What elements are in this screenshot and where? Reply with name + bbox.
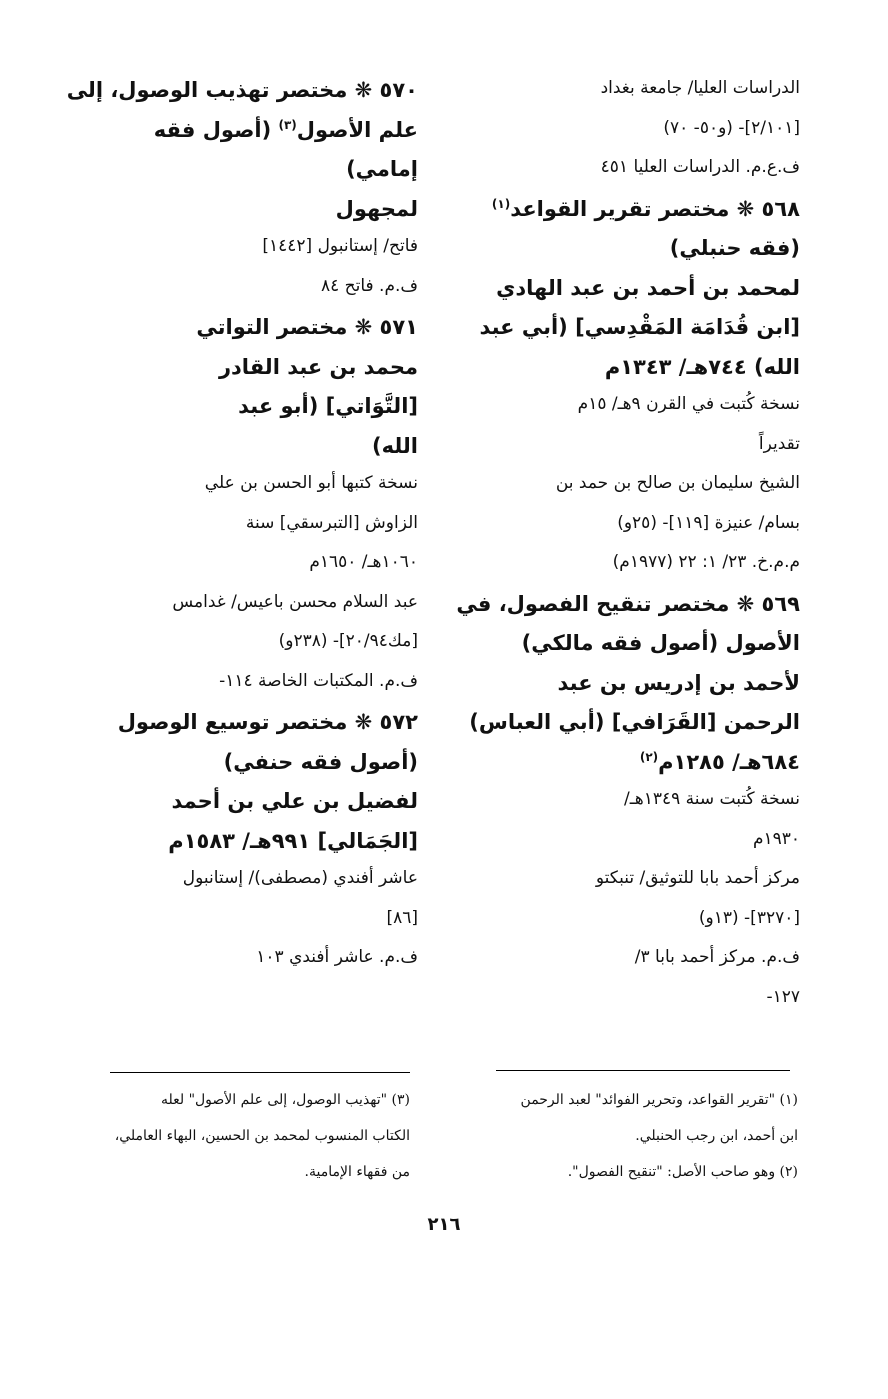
footnote-3-end: من فقهاء الإمامية. bbox=[304, 1164, 410, 1180]
footnote-rule-left bbox=[110, 1072, 410, 1073]
line-text: لأحمد بن إدريس بن عبد bbox=[557, 670, 800, 695]
footnote-3: (٣) "تهذيب الوصول، إلى علم الأصول" لعله bbox=[160, 1092, 410, 1108]
left-column-line bbox=[238, 394, 418, 418]
left-column-line bbox=[171, 789, 418, 813]
line-text: محمد بن عبد القادر bbox=[218, 354, 418, 379]
footnote-3-cont: الكتاب المنسوب لمحمد بن الحسين، البهاء العاملي، bbox=[114, 1128, 410, 1144]
line-text: نسخة كتبها أبو الحسن بن علي bbox=[204, 473, 418, 493]
right-column-line bbox=[492, 197, 800, 221]
line-text: نسخة كُتبت في القرن ٩هـ/ ١٥م bbox=[577, 394, 800, 414]
line-text: عاشر أفندي (مصطفى)/ إستانبول bbox=[182, 868, 418, 888]
right-column-line bbox=[558, 671, 800, 695]
line-text: ١٢٧- bbox=[766, 986, 800, 1007]
right-column-line bbox=[640, 750, 800, 774]
line-text: لفضيل بن علي بن أحمد bbox=[171, 789, 418, 813]
line-text: ف.م. عاشر أفندي ١٠٣ bbox=[256, 947, 418, 967]
line-text: الله) bbox=[372, 433, 418, 458]
left-column-line bbox=[372, 434, 418, 458]
footnote-1-cont: ابن أحمد، ابن رجب الحنبلي. bbox=[635, 1128, 798, 1144]
left-column-line bbox=[246, 513, 418, 533]
line-text: ف.م. مركز أحمد بابا ٣/ bbox=[634, 947, 800, 967]
line-text: م.م.خ. ٢٣/ ١: ٢٢ (١٩٧٧م) bbox=[612, 552, 800, 572]
right-column-line bbox=[766, 987, 800, 1007]
left-column-line bbox=[219, 671, 418, 691]
page-number: ٢١٦ bbox=[427, 1214, 461, 1235]
line-text: ٥٦٨ ❋ مختصر تقرير القواعد bbox=[510, 196, 800, 221]
left-column-line bbox=[67, 78, 418, 102]
footnotes-right bbox=[460, 1092, 798, 1202]
line-text: (أصول فقه حنفي) bbox=[223, 749, 418, 774]
right-column-line bbox=[596, 868, 800, 888]
line-text: الله) ٧٤٤هـ/ ١٣٤٣م bbox=[604, 354, 800, 379]
line-text: نسخة كُتبت سنة ١٣٤٩هـ/ bbox=[624, 789, 800, 809]
line-text: [٣٢٧٠]- (١٣و) bbox=[698, 907, 800, 928]
left-column-line bbox=[256, 947, 418, 967]
right-column-line bbox=[699, 908, 800, 928]
left-column-line bbox=[118, 710, 418, 734]
line-text: بسام/ عنيزة [١١٩]- (٢٥و) bbox=[617, 512, 800, 533]
line-text: مركز أحمد بابا للتوثيق/ تنبكتو bbox=[595, 868, 800, 888]
line-text: الرحمن [القَرَافي] (أبي العباس) bbox=[469, 710, 800, 734]
right-column-line bbox=[663, 118, 800, 138]
line-text: ٥٧٠ ❋ مختصر تهذيب الوصول، إلى bbox=[66, 78, 418, 102]
left-column-line bbox=[196, 315, 418, 339]
right-column-line bbox=[670, 236, 800, 260]
right-column-line bbox=[605, 355, 800, 379]
line-text: ٥٧١ ❋ مختصر التواتي bbox=[196, 315, 418, 339]
footnote-rule-right bbox=[496, 1070, 790, 1071]
left-column-line bbox=[219, 355, 418, 379]
line-text: لمحمد بن أحمد بن عبد الهادي bbox=[496, 275, 800, 300]
footnote-2: (٢) وهو صاحب الأصل: "تنقيح الفصول". bbox=[567, 1164, 798, 1180]
left-column-line bbox=[224, 750, 418, 774]
line-text: تقديراً bbox=[758, 433, 800, 454]
right-column-line bbox=[759, 434, 800, 454]
line-text: علم الأصول bbox=[296, 117, 418, 142]
line-text: الشيخ سليمان بن صالح بن حمد بن bbox=[555, 473, 800, 493]
line-text-after: (أصول فقه bbox=[153, 117, 279, 142]
left-column-line bbox=[321, 276, 418, 296]
line-text: [٢/١٠١]- (و٥٠- ٧٠) bbox=[663, 117, 800, 138]
right-column-line bbox=[624, 789, 800, 809]
line-text: (فقه حنبلي) bbox=[669, 236, 800, 260]
left-column-line bbox=[309, 552, 418, 572]
right-column-line bbox=[753, 829, 800, 849]
line-text: عبد السلام محسن باعيس/ غدامس bbox=[172, 591, 418, 612]
line-text: ٥٦٩ ❋ مختصر تنقيح الفصول، في bbox=[456, 591, 800, 616]
line-text: [ابن قُدَامَة المَقْدِسي] (أبي عبد bbox=[479, 315, 800, 339]
line-text: الدراسات العليا/ جامعة بغداد bbox=[600, 78, 800, 98]
line-text: [مك٢٠/٩٤]- (٢٣٨و) bbox=[278, 631, 418, 651]
left-column-line bbox=[262, 236, 418, 256]
line-text: إمامي) bbox=[346, 157, 418, 181]
left-column-line bbox=[346, 157, 418, 181]
right-column-line bbox=[556, 473, 800, 493]
right-column-line bbox=[617, 513, 800, 533]
right-column-line bbox=[601, 157, 800, 177]
left-column-line bbox=[205, 473, 418, 493]
right-column-line bbox=[522, 631, 800, 655]
line-text: الأصول (أصول فقه مالكي) bbox=[521, 631, 800, 655]
line-text: ٦٨٤هـ/ ١٢٨٥م bbox=[658, 749, 800, 774]
right-column-line bbox=[479, 315, 800, 339]
left-column-line bbox=[183, 868, 418, 888]
footnote-marker: (٣) bbox=[278, 117, 297, 132]
line-text: [الجَمَالي] ٩٩١هـ/ ١٥٨٣م bbox=[168, 828, 418, 853]
footnotes-left bbox=[70, 1092, 410, 1202]
line-text: [٨٦] bbox=[386, 907, 418, 928]
line-text: فاتح/ إستانبول [١٤٤٢] bbox=[262, 236, 418, 256]
line-text: ٥٧٢ ❋ مختصر توسيع الوصول bbox=[117, 710, 418, 734]
left-column-line bbox=[172, 592, 418, 612]
footnote-1: (١) "تقرير القواعد، وتحرير الفوائد" لعبد الرحمن bbox=[520, 1092, 798, 1108]
line-text: الزاوش [التبرسقي] سنة bbox=[245, 512, 418, 533]
right-column-line bbox=[635, 947, 800, 967]
right-column-line bbox=[601, 78, 800, 98]
right-column-line bbox=[496, 276, 800, 300]
left-column-line bbox=[168, 829, 418, 853]
left-column-line bbox=[386, 908, 418, 928]
left-column-line bbox=[154, 118, 418, 142]
right-column-line bbox=[456, 592, 800, 616]
footnote-marker: (١) bbox=[491, 196, 511, 211]
left-column-line bbox=[279, 631, 418, 651]
line-text: ١٠٦٠هـ/ ١٦٥٠م bbox=[309, 552, 418, 572]
line-text: [التَّوَاتي] (أبو عبد bbox=[238, 394, 418, 418]
right-column-line bbox=[469, 710, 800, 734]
line-text: ف.م. فاتح ٨٤ bbox=[320, 275, 418, 296]
line-text: ف.م. المكتبات الخاصة ١١٤- bbox=[219, 670, 418, 691]
line-text: لمجهول bbox=[335, 196, 418, 221]
right-column-line bbox=[578, 394, 800, 414]
line-text: ف.ع.م. الدراسات العليا ٤٥١ bbox=[600, 157, 800, 177]
line-text: ١٩٣٠م bbox=[752, 828, 800, 849]
footnote-marker: (٢) bbox=[639, 749, 659, 764]
left-column-line bbox=[336, 197, 418, 221]
right-column-line bbox=[613, 552, 800, 572]
